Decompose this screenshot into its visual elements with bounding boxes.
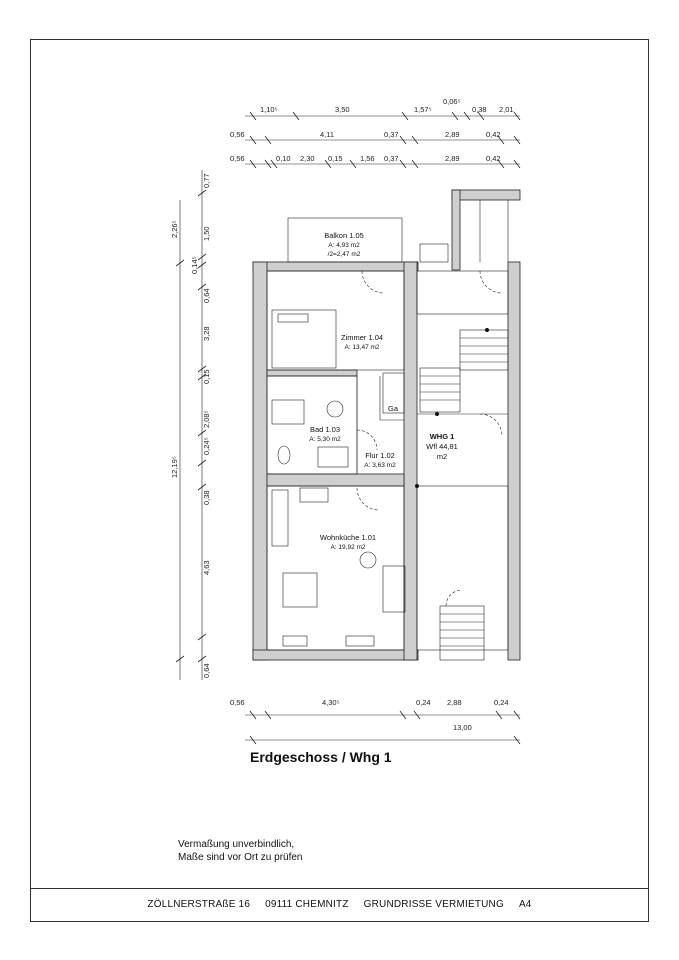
dim-text: 2,01 <box>499 105 514 114</box>
footer-doc: GRUNDRISSE VERMIETUNG <box>363 899 504 910</box>
dim-text: 2,88 <box>447 698 462 707</box>
dim-text: 2,89 <box>445 154 460 163</box>
dim-text: 0,56 <box>230 698 245 707</box>
dim-text: 0,77 <box>202 173 211 188</box>
dim-text: 1,10⁵ <box>260 105 278 114</box>
dim-text: 2,89 <box>445 130 460 139</box>
room-labels <box>309 231 458 551</box>
disclaimer-line-1: Vermaßung unverbindlich, <box>178 839 295 850</box>
dim-text: 4,11 <box>320 130 335 139</box>
dim-text: 12,19⁵ <box>170 456 179 478</box>
dim-text: 4,30⁵ <box>322 698 340 707</box>
top-dimension-row-3 <box>230 154 501 163</box>
left-dimension-column <box>170 173 211 678</box>
dimension-ticks <box>176 112 520 744</box>
dim-text: 3,28 <box>202 326 211 341</box>
dim-text: 2,08⁵ <box>202 410 211 428</box>
unit-label: WHG 1 <box>429 432 455 441</box>
room-name-ga: Ga <box>387 404 399 413</box>
room-area-flur: A: 3,63 m2 <box>364 462 396 469</box>
top-dimension-lines <box>180 116 520 740</box>
dim-text: 2,26⁵ <box>170 220 179 238</box>
dim-text: 0,42 <box>486 154 501 163</box>
dim-text: 1,56 <box>360 154 375 163</box>
wall-dots <box>415 328 489 488</box>
dim-text: 1,50 <box>202 226 211 241</box>
dim-text: 0,14⁵ <box>190 256 199 274</box>
dim-text: 2,30 <box>300 154 315 163</box>
dim-text: 0,64 <box>202 663 211 678</box>
footer-divider <box>30 888 649 889</box>
footer-street: ZÖLLNERSTRAßE 16 <box>147 899 251 910</box>
footer <box>30 899 649 910</box>
balcony <box>288 218 448 262</box>
dim-text: 4,63 <box>202 560 211 575</box>
room-area-balkon: A: 4,93 m2 <box>328 242 360 249</box>
top-dimension-row-2 <box>230 130 501 139</box>
room-name-zimmer: Zimmer 1.04 <box>340 333 384 342</box>
dim-text: 0,37 <box>384 130 399 139</box>
room-name-balkon: Balkon 1.05 <box>324 231 364 240</box>
dim-text: 0,24 <box>416 698 431 707</box>
dim-text: 0,56 <box>230 130 245 139</box>
disclaimer-line-2: Maße sind vor Ort zu prüfen <box>178 852 303 863</box>
footer-format: A4 <box>518 899 532 910</box>
room-half-balkon: /2=2,47 m2 <box>327 251 361 258</box>
dim-text: 13,00 <box>453 723 472 732</box>
dim-text: 0,38 <box>202 490 211 505</box>
disclaimer <box>178 838 303 864</box>
unit-living-area: Wfl 44,81 <box>426 442 458 451</box>
dim-text: 0,10 <box>276 154 291 163</box>
dim-text: 3,50 <box>335 105 350 114</box>
room-area-zimmer: A: 13,47 m2 <box>344 344 380 351</box>
dim-text: 0,15 <box>328 154 343 163</box>
room-name-wohnkueche: Wohnküche 1.01 <box>319 533 377 542</box>
floor-title: Erdgeschoss / Whg 1 <box>250 749 392 765</box>
dim-text: 0,24⁵ <box>202 437 211 455</box>
top-dimension-row-1 <box>260 97 514 114</box>
dim-text: 0,15 <box>202 369 211 384</box>
dim-text: 0,24 <box>494 698 509 707</box>
staircase <box>420 330 508 660</box>
dim-text: 1,57⁵ <box>414 105 432 114</box>
dim-text: 0,64 <box>202 288 211 303</box>
room-area-wohnkueche: A: 19,92 m2 <box>330 544 366 551</box>
room-area-bad: A: 5,30 m2 <box>309 436 341 443</box>
dim-text: 0,38 <box>472 105 487 114</box>
dim-text: 0,56 <box>230 154 245 163</box>
room-name-flur: Flur 1.02 <box>365 451 395 460</box>
footer-city: 09111 CHEMNITZ <box>265 899 349 910</box>
dim-text: 0,42 <box>486 130 501 139</box>
dim-text: 0,37 <box>384 154 399 163</box>
room-name-bad: Bad 1.03 <box>309 425 341 434</box>
dim-text: 0,06⁵ <box>443 97 461 106</box>
unit-area-unit: m2 <box>436 452 448 461</box>
